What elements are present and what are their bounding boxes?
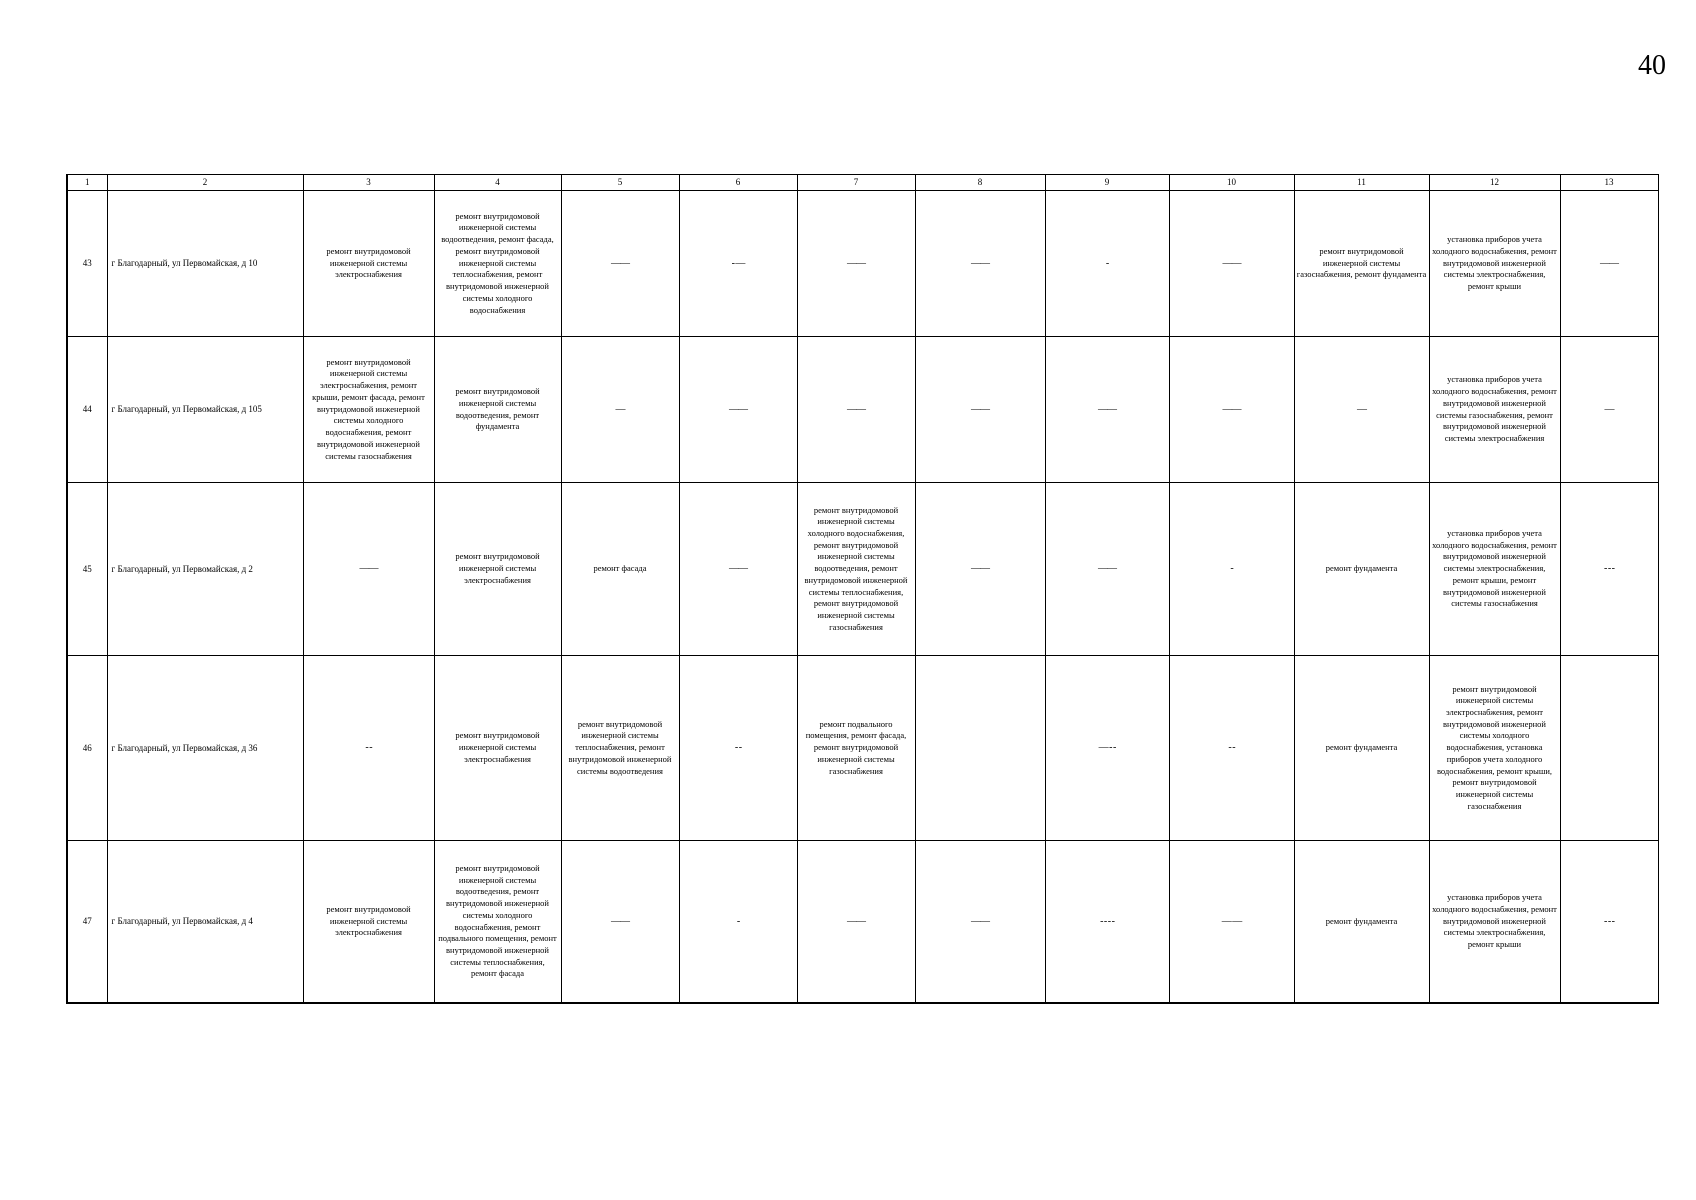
empty-dash-cell	[1560, 656, 1658, 841]
address-cell: г Благодарный, ул Первомайская, д 4	[107, 841, 303, 1004]
address-cell: г Благодарный, ул Первомайская, д 105	[107, 337, 303, 483]
empty-dash-cell: ——	[915, 191, 1045, 337]
table-row	[67, 337, 1658, 483]
work-description-cell: ремонт внутридомовой инженерной системы водоотведения, ремонт внутридомовой инженерной системы холодного водоснабжения, ремонт подвального помещения, ремонт внутридомовой инженерной системы теплоснабжения, ремонт фасада	[434, 841, 561, 1004]
column-number-cell: 3	[303, 175, 434, 191]
empty-dash-cell: -	[1169, 483, 1294, 656]
empty-dash-cell: ——	[1169, 337, 1294, 483]
empty-dash-cell: ——	[679, 337, 797, 483]
work-description-cell: установка приборов учета холодного водоснабжения, ремонт внутридомовой инженерной системы электроснабжения, ремонт крыши	[1429, 841, 1560, 1004]
column-number-cell: 10	[1169, 175, 1294, 191]
work-description-cell: установка приборов учета холодного водоснабжения, ремонт внутридомовой инженерной системы газоснабжения, ремонт внутридомовой инженерной системы электроснабжения	[1429, 337, 1560, 483]
empty-dash-cell: ——	[797, 191, 915, 337]
empty-dash-cell: ——	[1045, 337, 1169, 483]
empty-dash-cell: ——	[1045, 483, 1169, 656]
page-number: 40	[1638, 50, 1666, 81]
column-number-cell: 7	[797, 175, 915, 191]
column-number-cell: 2	[107, 175, 303, 191]
table-row	[67, 656, 1658, 841]
empty-dash-cell: - - - -	[1045, 841, 1169, 1004]
address-cell: г Благодарный, ул Первомайская, д 10	[107, 191, 303, 337]
empty-dash-cell: ——	[561, 191, 679, 337]
empty-dash-cell: ——	[797, 841, 915, 1004]
table-row	[67, 841, 1658, 1004]
empty-dash-cell: — —	[1169, 841, 1294, 1004]
empty-dash-cell: ——	[1560, 191, 1658, 337]
work-description-cell: ремонт внутридомовой инженерной системы электроснабжения	[303, 841, 434, 1004]
column-number-header-row	[67, 175, 1658, 191]
work-description-cell: ремонт внутридомовой инженерной системы электроснабжения	[434, 656, 561, 841]
work-description-cell: ремонт фундамента	[1294, 483, 1429, 656]
empty-dash-cell: - - -	[1560, 841, 1658, 1004]
work-description-cell: установка приборов учета холодного водоснабжения, ремонт внутридомовой инженерной системы электроснабжения, ремонт крыши, ремонт внутридомовой инженерной системы газоснабжения	[1429, 483, 1560, 656]
work-description-cell: ремонт фундамента	[1294, 656, 1429, 841]
row-number-cell: 47	[67, 841, 107, 1004]
empty-dash-cell: - -	[679, 656, 797, 841]
row-number-cell: 43	[67, 191, 107, 337]
empty-dash-cell: -	[1045, 191, 1169, 337]
column-number-cell: 8	[915, 175, 1045, 191]
empty-dash-cell: - —	[679, 191, 797, 337]
column-number-cell: 5	[561, 175, 679, 191]
empty-dash-cell: ——	[303, 483, 434, 656]
column-number-cell: 4	[434, 175, 561, 191]
empty-dash-cell: - - -	[1560, 483, 1658, 656]
work-description-cell: ремонт внутридомовой инженерной системы водоотведения, ремонт фундамента	[434, 337, 561, 483]
work-description-cell: ремонт подвального помещения, ремонт фасада, ремонт внутридомовой инженерной системы газоснабжения	[797, 656, 915, 841]
empty-dash-cell: ——	[915, 483, 1045, 656]
empty-dash-cell: — - -	[1045, 656, 1169, 841]
work-description-cell: ремонт внутридомовой инженерной системы водоотведения, ремонт фасада, ремонт внутридомовой инженерной системы теплоснабжения, ремонт внутридомовой инженерной системы холодного водоснабжения	[434, 191, 561, 337]
table-row	[67, 483, 1658, 656]
work-description-cell: ремонт внутридомовой инженерной системы теплоснабжения, ремонт внутридомовой инженерной системы водоотведения	[561, 656, 679, 841]
column-number-cell: 9	[1045, 175, 1169, 191]
work-description-cell: ремонт фундамента	[1294, 841, 1429, 1004]
empty-dash-cell: ——	[915, 337, 1045, 483]
row-number-cell: 44	[67, 337, 107, 483]
work-description-cell: ремонт внутридомовой инженерной системы холодного водоснабжения, ремонт внутридомовой инженерной системы водоотведения, ремонт внутридомовой инженерной системы теплоснабжения, ремонт внутридомовой инженерной системы газоснабжения	[797, 483, 915, 656]
empty-dash-cell: ——	[915, 841, 1045, 1004]
work-description-cell: ремонт фасада	[561, 483, 679, 656]
column-number-cell: 11	[1294, 175, 1429, 191]
table-row	[67, 191, 1658, 337]
row-number-cell: 45	[67, 483, 107, 656]
empty-dash-cell: -	[679, 841, 797, 1004]
address-cell: г Благодарный, ул Первомайская, д 2	[107, 483, 303, 656]
column-number-cell: 13	[1560, 175, 1658, 191]
work-description-cell: ремонт внутридомовой инженерной системы электроснабжения	[303, 191, 434, 337]
empty-dash-cell: ——	[679, 483, 797, 656]
work-description-cell: ремонт внутридомовой инженерной системы электроснабжения, ремонт крыши, ремонт фасада, ремонт внутридомовой инженерной системы холодного водоснабжения, ремонт внутридомовой инженерной системы газоснабжения	[303, 337, 434, 483]
address-cell: г Благодарный, ул Первомайская, д 36	[107, 656, 303, 841]
empty-dash-cell: ——	[561, 841, 679, 1004]
column-number-cell: 1	[67, 175, 107, 191]
column-number-cell: 12	[1429, 175, 1560, 191]
empty-dash-cell: - -	[1169, 656, 1294, 841]
repair-schedule-table	[66, 174, 1659, 1004]
empty-dash-cell: ——	[1169, 191, 1294, 337]
empty-dash-cell: - -	[303, 656, 434, 841]
empty-dash-cell: —	[1560, 337, 1658, 483]
empty-dash-cell: —	[1294, 337, 1429, 483]
work-description-cell: ремонт внутридомовой инженерной системы электроснабжения, ремонт внутридомовой инженерной системы холодного водоснабжения, установка приборов учета холодного водоснабжения, ремонт крыши, ремонт внутридомовой инженерной системы газоснабжения	[1429, 656, 1560, 841]
empty-dash-cell	[915, 656, 1045, 841]
empty-dash-cell: —	[561, 337, 679, 483]
work-description-cell: ремонт внутридомовой инженерной системы электроснабжения	[434, 483, 561, 656]
row-number-cell: 46	[67, 656, 107, 841]
empty-dash-cell: ——	[797, 337, 915, 483]
column-number-cell: 6	[679, 175, 797, 191]
work-description-cell: установка приборов учета холодного водоснабжения, ремонт внутридомовой инженерной системы электроснабжения, ремонт крыши	[1429, 191, 1560, 337]
work-description-cell: ремонт внутридомовой инженерной системы газоснабжения, ремонт фундамента	[1294, 191, 1429, 337]
